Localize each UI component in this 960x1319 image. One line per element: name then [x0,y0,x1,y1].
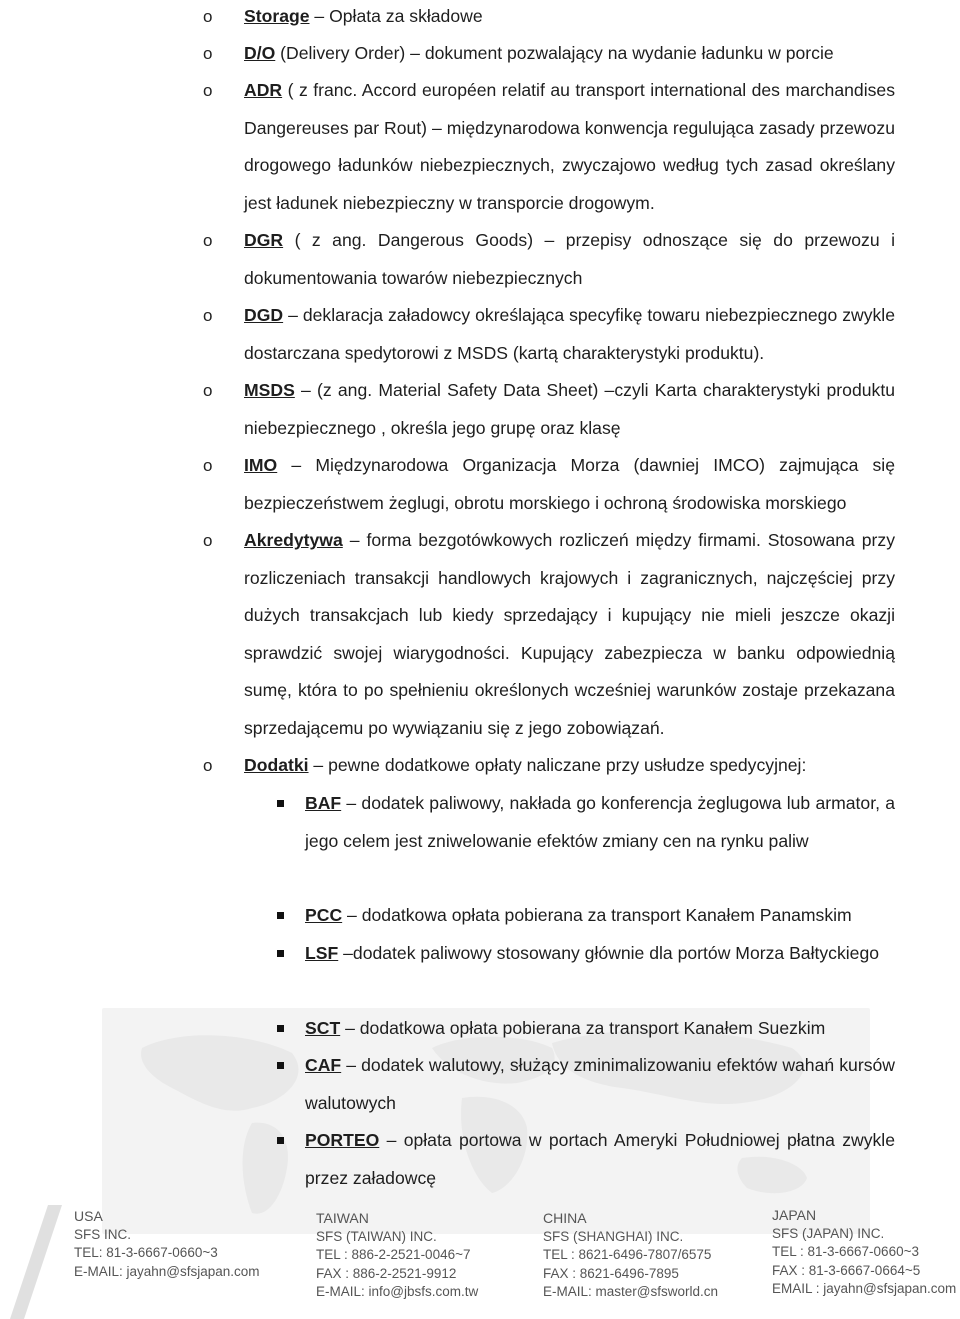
item-text [244,0,895,36]
office-country: USA [74,1208,103,1224]
office-fax: FAX : 8621-6496-7895 [543,1265,679,1281]
office-country: CHINA [543,1210,587,1226]
term: D/O [244,43,276,63]
term: BAF [305,793,342,813]
item-text [305,785,895,860]
office-email: E-MAIL: jayahn@sfsjapan.com [74,1263,260,1279]
definition: –dodatek paliwowy stosowany głównie dla portów Morza Bałtyckiego [338,943,880,963]
office-taiwan [316,1209,478,1302]
definition: – Opłata za składowe [309,6,483,26]
item-text [305,1010,895,1048]
list-bullet: o [203,44,213,63]
office-fax: FAX : 886-2-2521-9912 [316,1265,457,1281]
item-text [305,1122,895,1197]
office-company: SFS INC. [74,1226,132,1242]
definition: – dodatkowa opłata pobierana za transport Kanałem Suezkim [340,1018,826,1038]
definition: – dodatek walutowy, służący zminimalizowaniu efektów wahań kursów walutowych [305,1055,895,1113]
office-china [543,1209,718,1302]
office-tel: TEL: 81-3-6667-0660~3 [74,1245,218,1260]
office-usa [74,1207,260,1281]
list-bullet: o [203,306,213,325]
definition: ( z franc. Accord européen relatif au transport international des marchandises Dangereuses par Rout) – międzynarodowa konwencja regulująca zasady przewozu drogowego ładunków niebezpiecznych, zwyczajowo według tych zasad określany jest ładunek niebezpieczny w transporcie drogowym. [244,80,895,213]
square-bullet-icon [277,950,284,957]
term: SCT [305,1018,341,1038]
item-text [244,747,895,785]
definition: – deklaracja załadowcy określająca specyfikę towaru niebezpiecznego zwykle dostarczana spedytorowi z MSDS (kartą charakterystyki produktu). [244,305,895,363]
term: DGD [244,305,284,325]
term: Dodatki [244,755,309,775]
office-company: SFS (TAIWAN) INC. [316,1228,437,1244]
term: LSF [305,943,339,963]
definition: ( z ang. Dangerous Goods) – przepisy odnoszące się do przewozu i dokumentowania towarów niebezpiecznych [244,230,895,288]
office-country: JAPAN [772,1207,817,1223]
office-email: E-MAIL: info@jbsfs.com.tw [316,1284,479,1299]
item-text [244,447,895,522]
list-bullet: o [203,531,213,550]
office-fax: FAX : 81-3-6667-0664~5 [772,1262,921,1278]
office-japan [772,1206,956,1299]
item-text [244,35,895,73]
item-text [305,1047,895,1122]
office-company: SFS (SHANGHAI) INC. [543,1228,684,1244]
office-email: E-MAIL: master@sfsworld.cn [543,1284,718,1299]
definition: – forma bezgotówkowych rozliczeń między firmami. Stosowana przy rozliczeniach transakcji handlowych krajowych i zagranicznych, najczęściej przy dużych transakcjach lub kiedy sprzedający i kupujący nie mieli jeszcze okazji sprawdzić swojej wiarygodności. Kupujący zabezpiecza w banku odpowiednią sumę, która to po spełnieniu określonych wcześniej warunków zostaje przekazana sprzedającemu po wywiązaniu się z jego zobowiązań. [244,530,895,738]
term: CAF [305,1055,342,1075]
term: PORTEO [305,1130,380,1150]
definition: – Międzynarodowa Organizacja Morza (dawniej IMCO) zajmująca się bezpieczeństwem żeglugi, obrotu morskiego i ochroną środowiska morskiego [244,455,895,513]
square-bullet-icon [277,912,284,919]
list-bullet: o [203,381,213,400]
brand-slash-icon [10,1205,62,1319]
office-country: TAIWAN [316,1210,369,1226]
definition: – dodatek paliwowy, nakłada go konferencja żeglugowa lub armator, a jego celem jest zniwelowanie efektów zmiany cen na rynku paliw [305,793,895,851]
item-text [244,297,895,372]
item-text [305,935,895,973]
office-email: EMAIL : jayahn@sfsjapan.com [772,1281,957,1296]
item-text [244,222,895,297]
office-company: SFS (JAPAN) INC. [772,1225,885,1241]
list-bullet: o [203,456,213,475]
square-bullet-icon [277,1062,284,1069]
term: ADR [244,80,283,100]
item-text [244,522,895,747]
definition: – dodatkowa opłata pobierana za transport Kanałem Panamskim [342,905,852,925]
square-bullet-icon [277,1137,284,1144]
office-tel: TEL : 8621-6496-7807/6575 [543,1247,712,1262]
definition: – pewne dodatkowe opłaty naliczane przy usłudze spedycyjnej: [308,755,807,775]
term: Storage [244,6,310,26]
square-bullet-icon [277,1025,284,1032]
term: MSDS [244,380,295,400]
definition: (Delivery Order) – dokument pozwalający na wydanie ładunku w porcie [275,43,834,63]
term: DGR [244,230,284,250]
list-bullet: o [203,7,213,26]
term: PCC [305,905,343,925]
item-text [305,897,895,935]
list-bullet: o [203,81,213,100]
term: IMO [244,455,278,475]
term: Akredytywa [244,530,343,550]
item-text [244,372,895,447]
definition: – (z ang. Material Safety Data Sheet) –czyli Karta charakterystyki produktu niebezpiecznego , określa jego grupę oraz klasę [244,380,895,438]
office-tel: TEL : 81-3-6667-0660~3 [772,1244,919,1259]
list-bullet: o [203,756,213,775]
list-bullet: o [203,231,213,250]
definition: – opłata portowa w portach Ameryki Południowej płatna zwykle przez załadowcę [305,1130,895,1188]
square-bullet-icon [277,800,284,807]
item-text [244,72,895,222]
office-tel: TEL : 886-2-2521-0046~7 [316,1247,471,1262]
